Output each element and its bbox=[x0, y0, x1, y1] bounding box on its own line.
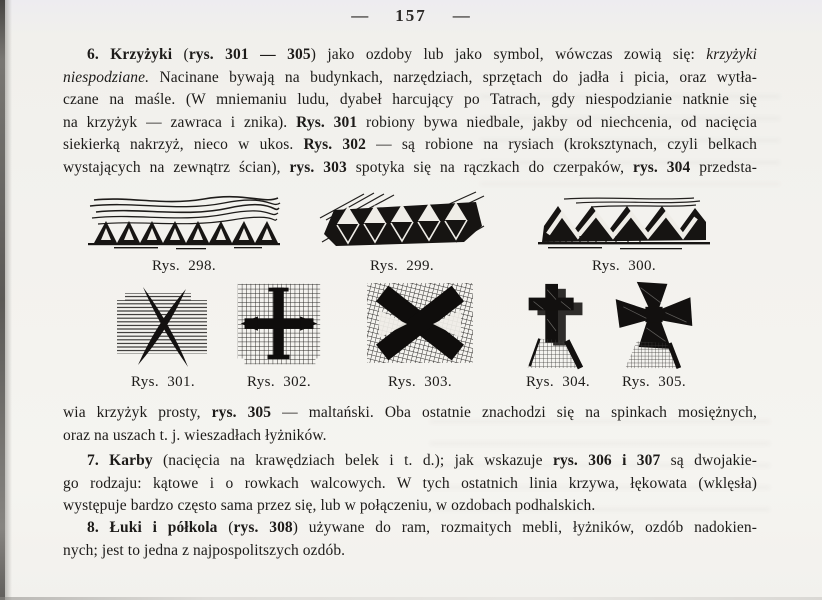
diagonal-maltese-cross-carving-image bbox=[363, 280, 477, 370]
paragraph-8-luki-i-polkola bbox=[63, 517, 757, 562]
zigzag-band-carving-image bbox=[536, 196, 712, 254]
text-segment: rys. 301 — 305 bbox=[188, 46, 311, 63]
figure-caption: Rys. 305. bbox=[621, 374, 687, 390]
text-segment: Nacinane bywają na budynkach, narzędziach, sprzętach do jadła i picia, oraz wytła- bbox=[149, 68, 757, 86]
figure-caption: Rys. 304. bbox=[525, 374, 591, 390]
text-segment: spotyka się na rączkach do czerpaków, bbox=[346, 158, 633, 176]
text-segment: wia krzyżyk prosty, bbox=[63, 404, 212, 421]
x-slash-cross-carving-image bbox=[109, 284, 217, 370]
page-number: 157 bbox=[395, 6, 427, 25]
text-line bbox=[63, 495, 757, 518]
text-segment: — maltański. Oba ostatnie znachodzi się na spinkach mosiężnych, bbox=[271, 404, 757, 421]
text-line bbox=[63, 517, 757, 540]
text-segment: rys. 308 bbox=[233, 519, 293, 536]
figure-rys-303 bbox=[360, 280, 480, 392]
barbed-cross-carving-image bbox=[231, 280, 327, 370]
figure-rys-299 bbox=[312, 190, 492, 276]
paragraph-7-karby bbox=[63, 450, 757, 518]
text-line bbox=[63, 67, 757, 90]
text-segment: czane na maśle. (W mniemaniu ludu, dyabeł harcujący po Tatrach, gdy niespodzianie natknie się bbox=[63, 91, 757, 109]
text-segment: — są robione na rysiach (kroksztynach, czyli belkach bbox=[365, 136, 757, 154]
page-header bbox=[0, 6, 822, 26]
text-line bbox=[63, 473, 757, 496]
figure-caption: Rys. 302. bbox=[246, 374, 312, 390]
figure-rys-301 bbox=[108, 280, 218, 392]
text-segment: ) używane do ram, rozmaitych mebli, łyżników, ozdób nadokien- bbox=[292, 519, 757, 536]
text-segment: na krzyżyk — zawraca i znika). bbox=[63, 113, 297, 131]
zigzag-triangles-carving-image bbox=[84, 194, 284, 254]
header-dash-right: — bbox=[452, 6, 471, 25]
text-segment: krzyżyki bbox=[706, 46, 757, 63]
text-line bbox=[63, 425, 757, 448]
paragraph-6-continuation bbox=[63, 402, 757, 447]
text-segment: rys. 304 bbox=[632, 158, 691, 176]
figure-rys-298 bbox=[80, 190, 288, 276]
text-line bbox=[63, 44, 757, 67]
text-segment: wystających na zewnątrz ścian), bbox=[63, 158, 290, 176]
figure-rys-304 bbox=[518, 280, 598, 392]
text-segment: 7. Karby bbox=[87, 452, 153, 469]
figure-caption: Rys. 303. bbox=[387, 374, 453, 390]
text-segment: Rys. 301 bbox=[296, 113, 358, 131]
text-segment: są dwojakie- bbox=[660, 452, 757, 469]
text-segment: (nacięcia na krawędziach belek i t. d.); jak wskazuje bbox=[152, 452, 553, 469]
maltese-cross-carving-image bbox=[612, 280, 696, 370]
text-line bbox=[63, 402, 757, 425]
text-segment: rys. 305 bbox=[211, 404, 272, 421]
text-segment: siekierką nakrzyż, nieco w ukos. bbox=[63, 136, 304, 154]
text-segment: rys. 306 i 307 bbox=[552, 452, 661, 469]
text-line bbox=[63, 89, 757, 112]
text-line bbox=[63, 450, 757, 473]
figure-caption: Rys. 299. bbox=[369, 258, 435, 274]
figure-rys-305 bbox=[608, 280, 700, 392]
straight-cross-carving-image bbox=[523, 280, 593, 370]
text-segment: przedsta- bbox=[690, 158, 757, 176]
figure-caption: Rys. 301. bbox=[130, 374, 196, 390]
figure-caption: Rys. 298. bbox=[151, 258, 217, 274]
text-segment: ) jako ozdoby lub jako symbol, wówczas zowią się: bbox=[310, 46, 707, 63]
text-segment: robiony bywa niedbale, jakby od niechcenia, od nacięcia bbox=[357, 113, 758, 131]
text-segment: 6. Krzyżyki bbox=[87, 46, 173, 63]
scan-edge-shadow-soft bbox=[5, 0, 12, 600]
text-segment: rys. 303 bbox=[289, 158, 347, 176]
text-segment: go rodzaju: kątowe i o rowkach walcowych. W tych ostatnich linia krzywa, łękowata (wklęsła) bbox=[63, 474, 757, 492]
text-line bbox=[63, 134, 757, 157]
text-segment: nych; jest to jedna z najpospolitszych ozdób. bbox=[63, 541, 346, 559]
text-segment: występuje bardzo często sama przez się, lub w połączeniu, w ozdobach podhalskich. bbox=[63, 497, 596, 515]
header-dash-left: — bbox=[351, 6, 370, 25]
figure-caption: Rys. 300. bbox=[591, 258, 657, 274]
figure-rys-300 bbox=[532, 190, 716, 276]
text-line bbox=[63, 540, 757, 563]
text-segment: oraz na uszach t. j. wieszadłach łyżników. bbox=[63, 426, 327, 444]
text-segment: niespodziane. bbox=[63, 68, 150, 86]
text-line bbox=[63, 157, 757, 180]
text-segment: 8. Łuki i półkola bbox=[87, 519, 218, 536]
text-segment: Rys. 302 bbox=[303, 136, 366, 154]
paragraph-6-krzyzyki bbox=[63, 44, 757, 180]
text-line bbox=[63, 112, 757, 135]
text-segment: ( bbox=[217, 519, 234, 536]
text-segment: ( bbox=[172, 46, 189, 63]
figure-rys-302 bbox=[226, 280, 332, 392]
diamond-band-carving-image bbox=[318, 190, 486, 254]
